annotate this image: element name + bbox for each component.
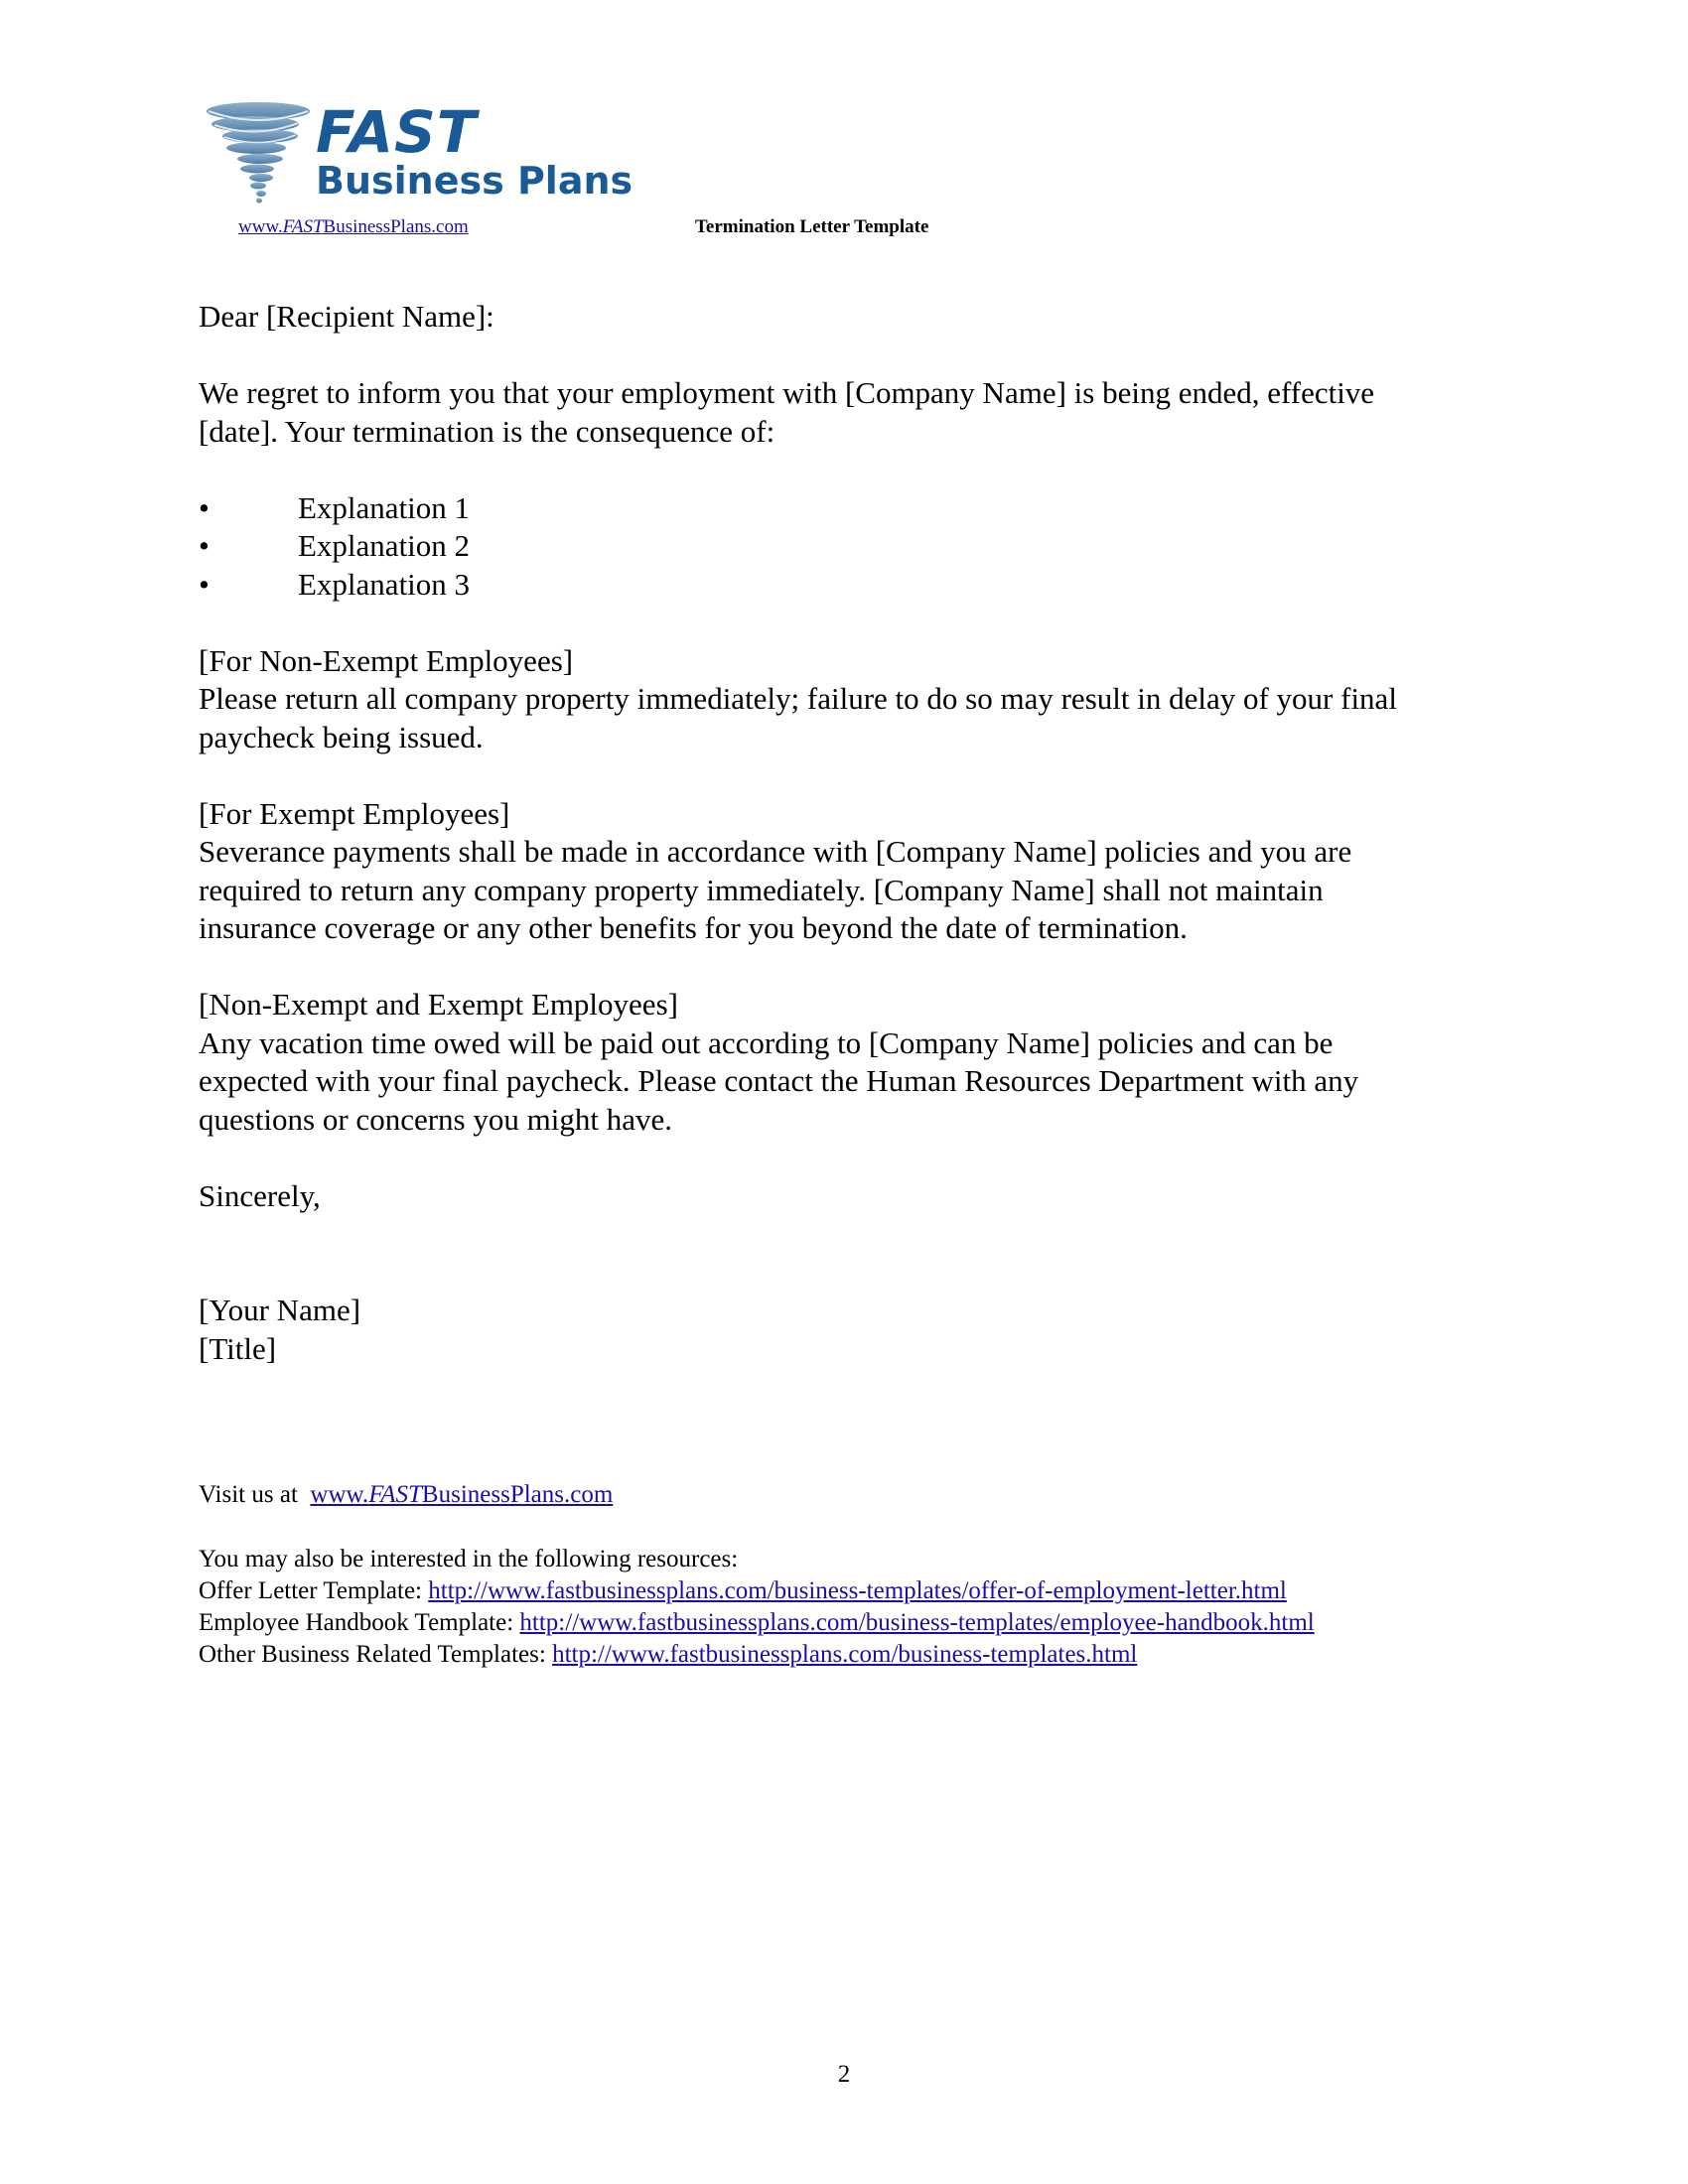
non-exempt-line-2: paycheck being issued.	[199, 719, 484, 754]
footer-website-link[interactable]	[310, 1481, 613, 1508]
header-link-italic: FAST	[282, 216, 324, 237]
document-title: Termination Letter Template	[695, 216, 929, 237]
footer-link-italic: FAST	[368, 1481, 422, 1508]
non-exempt-heading: [For Non-Exempt Employees]	[199, 642, 574, 678]
signer-title: [Title]	[199, 1330, 277, 1366]
exempt-line-3: insurance coverage or any other benefits for you beyond the date of termination.	[199, 910, 1188, 945]
resource-label: Other Business Related Templates:	[199, 1641, 546, 1668]
header-website-link[interactable]	[238, 216, 469, 238]
exempt-heading: [For Exempt Employees]	[199, 795, 510, 831]
exempt-line-2: required to return any company property immediately. [Company Name] shall not maintain	[199, 872, 1324, 907]
both-line-2: expected with your final paycheck. Please contact the Human Resources Department with any	[199, 1063, 1359, 1098]
footer-link-suffix: BusinessPlans.com	[421, 1481, 614, 1508]
signer-name: [Your Name]	[199, 1293, 361, 1327]
bullet-text: Explanation 1	[298, 489, 471, 525]
salutation: Dear [Recipient Name]:	[199, 299, 494, 334]
intro-line-2: [date]. Your termination is the consequence of:	[199, 413, 775, 449]
both-heading: [Non-Exempt and Exempt Employees]	[199, 987, 678, 1022]
bullet-text: Explanation 3	[298, 566, 471, 602]
bullet-icon: •	[199, 489, 210, 525]
intro-line-1: We regret to inform you that your employment with [Company Name] is being ended, effective	[199, 375, 1375, 410]
resource-link-employee-handbook[interactable]: http://www.fastbusinessplans.com/business-templates/employee-handbook.html	[519, 1609, 1315, 1636]
resource-link-offer-letter[interactable]: http://www.fastbusinessplans.com/business-templates/offer-of-employment-letter.html	[428, 1577, 1287, 1604]
resource-item	[199, 1607, 1315, 1639]
company-logo	[199, 98, 633, 208]
logo-wordmark-business-plans: Business Plans	[316, 159, 633, 203]
header-link-suffix: BusinessPlans.com	[323, 216, 469, 237]
non-exempt-line-1: Please return all company property immediately; failure to do so may result in delay of your final	[199, 681, 1397, 716]
resource-label: Employee Handbook Template:	[199, 1609, 514, 1636]
resource-item	[199, 1639, 1315, 1671]
bullet-icon: •	[199, 566, 210, 602]
resources-intro: You may also be interested in the following resources:	[199, 1546, 739, 1572]
both-line-3: questions or concerns you might have.	[199, 1101, 672, 1137]
list-item	[199, 489, 1529, 528]
visit-label: Visit us at	[199, 1481, 298, 1508]
bullet-text: Explanation 2	[298, 528, 471, 563]
closing: Sincerely,	[199, 1177, 321, 1213]
bullet-icon: •	[199, 528, 210, 563]
resource-link-other-templates[interactable]: http://www.fastbusinessplans.com/business-templates.html	[552, 1641, 1138, 1668]
list-item	[199, 527, 1529, 566]
resources-section	[199, 1544, 1315, 1671]
letter-body	[199, 298, 1529, 1368]
header-link-prefix: www.	[238, 216, 283, 237]
footer-link-prefix: www.	[310, 1481, 369, 1508]
page-number: 2	[837, 2061, 851, 2088]
logo-wordmark-fast: FAST	[316, 98, 478, 166]
both-line-1: Any vacation time owed will be paid out according to [Company Name] policies and can be	[199, 1024, 1334, 1060]
resource-label: Offer Letter Template:	[199, 1577, 422, 1604]
list-item	[199, 566, 1529, 605]
exempt-line-1: Severance payments shall be made in accordance with [Company Name] policies and you are	[199, 834, 1352, 869]
resource-item	[199, 1575, 1315, 1607]
tornado-icon	[199, 99, 318, 206]
visit-us-line	[199, 1479, 613, 1511]
